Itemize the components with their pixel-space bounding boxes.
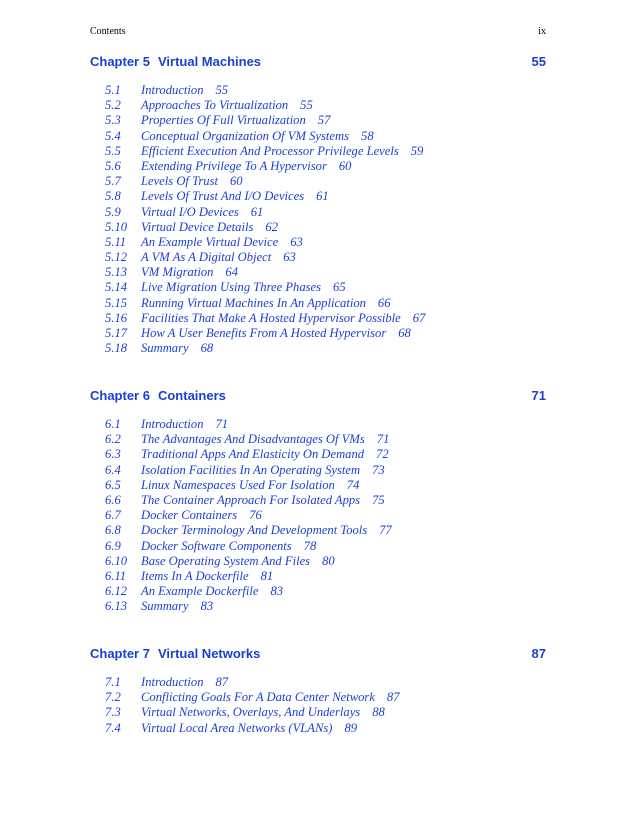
toc-entry[interactable] [90,265,546,280]
toc-entry[interactable] [90,250,546,265]
toc-entry[interactable] [90,539,546,554]
section-number: 6.11 [105,568,127,583]
section-number: 5.9 [105,204,121,219]
section-number: 7.1 [105,675,121,689]
section-title: Introduction [141,417,204,431]
chapter-label: Chapter 6 [90,388,150,403]
section-page: 57 [317,113,331,128]
section-number: 5.2 [105,98,121,113]
toc-entry[interactable] [90,129,546,144]
section-page: 63 [283,250,296,265]
section-number: 6.9 [105,538,121,553]
section-number: 6.8 [105,523,121,538]
section-number: 6.13 [105,599,128,614]
section-number: 6.6 [105,492,121,507]
toc-entry[interactable] [90,296,546,311]
chapter-label: Chapter 5 [90,54,150,69]
section-title: Items In A Dockerfile [141,568,249,583]
running-head-title: Contents [90,26,126,37]
section-title: The Advantages And Disadvantages Of VMs [141,432,365,447]
section-page: 60 [229,174,243,189]
toc-entry[interactable] [90,690,546,705]
toc-entry[interactable] [90,463,546,478]
toc-entry[interactable] [90,159,546,174]
chapter-title: Containers [157,388,226,403]
section-number: 5.5 [105,143,121,158]
section-page: 89 [344,720,358,735]
chapter-heading[interactable] [90,646,546,661]
section-title: Facilities That Make A Hosted Hypervisor Possible [141,310,401,325]
section-page: 61 [316,189,329,204]
section-title: Docker Software Components [141,538,292,553]
section-page: 87 [386,690,400,705]
section-title: An Example Dockerfile [141,584,259,599]
section-page: 60 [338,158,352,173]
section-number: 5.10 [105,219,128,234]
toc-entry[interactable] [90,432,546,447]
section-number: 5.1 [105,83,121,97]
section-number: 5.7 [105,174,121,189]
section-number: 6.7 [105,508,121,523]
section-page: 65 [333,280,346,295]
section-title: Virtual Device Details [141,219,254,234]
section-page: 77 [379,523,392,538]
toc-entry[interactable] [90,721,546,736]
section-page: 87 [215,675,229,689]
section-page: 68 [200,341,214,356]
section-number: 6.5 [105,477,121,492]
section-page: 62 [265,219,278,234]
section-number: 6.3 [105,447,121,462]
toc-entry[interactable] [90,554,546,569]
toc-entry[interactable] [90,98,546,113]
toc-entry[interactable] [90,508,546,523]
section-page: 68 [398,326,411,340]
toc-entry[interactable] [90,235,546,250]
section-title: Running Virtual Machines In An Application [141,295,366,310]
section-number: 5.14 [105,280,128,295]
section-page: 72 [376,447,389,462]
section-page: 81 [260,568,274,583]
section-title: Virtual Local Area Networks (VLANs) [141,720,333,735]
toc-entry[interactable] [90,569,546,584]
page-number: ix [538,26,546,37]
section-title: Efficient Execution And Processor Privilege Levels [141,143,399,158]
toc-entry[interactable] [90,675,546,690]
section-number: 5.15 [105,295,128,310]
section-title: Live Migration Using Three Phases [141,280,322,295]
toc-entry[interactable] [90,189,546,204]
section-page: 74 [346,477,360,492]
chapter-heading-left [90,646,260,661]
toc-entry[interactable] [90,599,546,614]
toc-entry[interactable] [90,205,546,220]
section-title: Introduction [141,83,204,97]
section-title: Levels Of Trust [141,174,218,189]
section-number: 6.10 [105,553,128,568]
section-title: A VM As A Digital Object [141,250,272,265]
section-page: 71 [376,432,390,447]
section-page: 88 [372,705,385,720]
section-title: Linux Namespaces Used For Isolation [141,477,335,492]
toc-entry[interactable] [90,280,546,295]
toc-entry[interactable] [90,584,546,599]
section-page: 61 [250,204,264,219]
section-title: Summary [141,341,189,356]
section-list [90,83,546,356]
section-page: 58 [361,128,374,143]
chapter-label: Chapter 7 [90,646,150,661]
section-title: Levels Of Trust And I/O Devices [141,189,305,204]
section-number: 7.3 [105,705,121,720]
section-page: 80 [322,553,335,568]
section-title: VM Migration [141,265,214,280]
section-title: The Container Approach For Isolated Apps [141,492,361,507]
section-title: Approaches To Virtualization [141,98,289,113]
section-page: 67 [412,310,426,325]
section-title: Docker Terminology And Development Tools [141,523,368,538]
toc-entry[interactable] [90,113,546,128]
chapter-title: Virtual Networks [157,646,261,661]
section-page: 75 [372,492,385,507]
section-page: 71 [215,417,229,431]
toc-entry[interactable] [90,174,546,189]
section-title: Conflicting Goals For A Data Center Network [141,690,375,705]
section-number: 6.1 [105,417,121,431]
chapter-block [90,646,546,736]
section-title: How A User Benefits From A Hosted Hypervisor [141,326,387,340]
section-title: Virtual I/O Devices [141,204,239,219]
section-number: 7.4 [105,720,121,735]
section-list [90,417,546,614]
section-page: 64 [225,265,239,280]
chapter-title: Virtual Machines [157,54,262,69]
section-title: Traditional Apps And Elasticity On Demand [141,447,365,462]
chapter-heading-left [90,388,226,403]
section-number: 5.18 [105,341,128,356]
section-number: 5.12 [105,250,128,265]
chapter-block [90,54,546,356]
section-page: 73 [372,462,385,477]
chapter-page: 71 [531,388,546,403]
section-number: 6.12 [105,584,128,599]
section-title: Conceptual Organization Of VM Systems [141,128,350,143]
section-number: 5.11 [105,234,127,249]
section-page: 76 [249,508,262,523]
section-page: 66 [377,295,391,310]
section-number: 5.17 [105,326,128,340]
section-number: 5.8 [105,189,121,204]
section-title: Summary [141,599,189,614]
toc-entry[interactable] [90,417,546,432]
section-number: 5.13 [105,265,128,280]
section-title: Base Operating System And Files [141,553,311,568]
toc-entry[interactable] [90,311,546,326]
toc-entry[interactable] [90,478,546,493]
section-title: Virtual Networks, Overlays, And Underlays [141,705,361,720]
section-number: 5.3 [105,113,121,128]
section-page: 55 [215,83,229,97]
section-number: 7.2 [105,690,121,705]
chapter-heading-left [90,54,261,69]
section-page: 59 [410,143,424,158]
toc-entry[interactable] [90,83,546,98]
chapter-page: 55 [531,54,546,69]
section-title: An Example Virtual Device [141,234,279,249]
section-page: 78 [303,538,317,553]
section-number: 6.2 [105,432,121,447]
section-page: 63 [290,234,303,249]
section-page: 83 [200,599,214,614]
section-title: Isolation Facilities In An Operating System [141,462,361,477]
chapter-heading[interactable] [90,388,546,403]
toc-entry[interactable] [90,326,546,341]
toc-entry[interactable] [90,220,546,235]
toc-entry[interactable] [90,523,546,538]
section-title: Docker Containers [141,508,238,523]
toc-entry[interactable] [90,144,546,159]
toc-entry[interactable] [90,705,546,720]
section-page: 83 [270,584,284,599]
section-number: 6.4 [105,462,121,477]
section-title: Introduction [141,675,204,689]
chapter-heading[interactable] [90,54,546,69]
toc-entry[interactable] [90,447,546,462]
running-head [90,26,546,37]
toc-entry[interactable] [90,341,546,356]
section-list [90,675,546,736]
chapter-page: 87 [531,646,546,661]
toc-entry[interactable] [90,493,546,508]
section-title: Properties Of Full Virtualization [141,113,306,128]
section-number: 5.16 [105,310,128,325]
chapter-block [90,388,546,614]
section-number: 5.4 [105,128,121,143]
section-page: 55 [300,98,313,113]
section-title: Extending Privilege To A Hypervisor [141,158,327,173]
section-number: 5.6 [105,158,121,173]
